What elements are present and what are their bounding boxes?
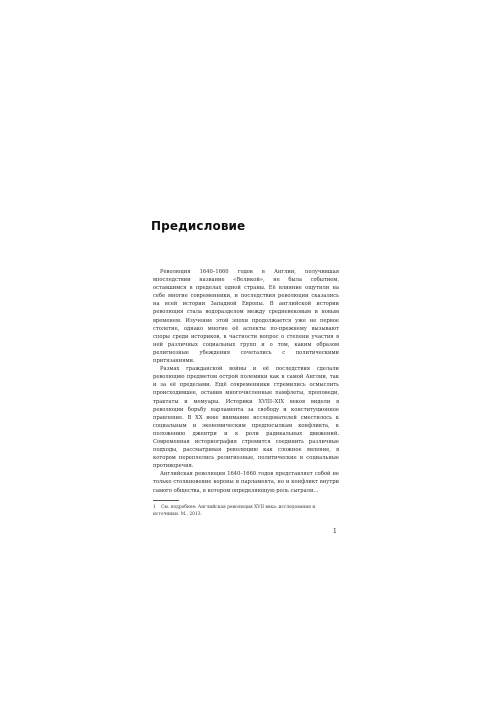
body-text bbox=[153, 268, 339, 495]
footnote-text: См. подробнее: Английская революция XVII века: исследования и источники. М., 2013. bbox=[153, 505, 316, 517]
paragraph-1: Революция 1640–1660 годов в Англии, получившая впоследствии название «Великой», не была событием, оставшимся в пределах одной страны. Её влияние ощутили на себе многие современники, и последствия революции сказались на всей истории Западной Европы. В английской истории революция стала водоразделом между средневековым и новым временем. Изучение этой эпохи продолжается уже не первое столетие, однако многие её аспекты по-прежнему вызывают споры среди историков, в частности вопрос о степени участия в ней различных социальных групп и о том, каким образом религиозные убеждения сочетались с политическими притязаниями. bbox=[153, 269, 339, 365]
page-number: 1 bbox=[333, 528, 337, 535]
paragraph-2: Размах гражданской войны и её последствия сделали революцию предметом острой полемики как в самой Англии, так и за её пределами. Ещё современники стремились осмыслить происходившее, оставив многочисленные памфлеты, проповеди, трактаты и мемуары. Историки XVIII–XIX веков видели в революции борьбу парламента за свободу и конституционное правление. В XX веке внимание исследователей сместилось к социальным и экономическим предпосылкам конфликта, к положению джентри и к роли радикальных движений. Современная историография стремится соединить различные подходы, рассматривая революцию как сложное явление, в котором переплелись религиозные, политические и социальные противоречия. bbox=[153, 366, 339, 470]
footnote bbox=[153, 505, 339, 518]
paragraph-3: Английская революция 1640–1660 годов представляет собой не только столкновение короны и парламента, но и конфликт внутри самого общества, в котором определяющую роль сыграли... bbox=[153, 471, 339, 494]
chapter-heading: Предисловие bbox=[151, 219, 246, 233]
footnote-divider bbox=[153, 500, 179, 501]
footnote-mark: 1 bbox=[153, 505, 156, 510]
